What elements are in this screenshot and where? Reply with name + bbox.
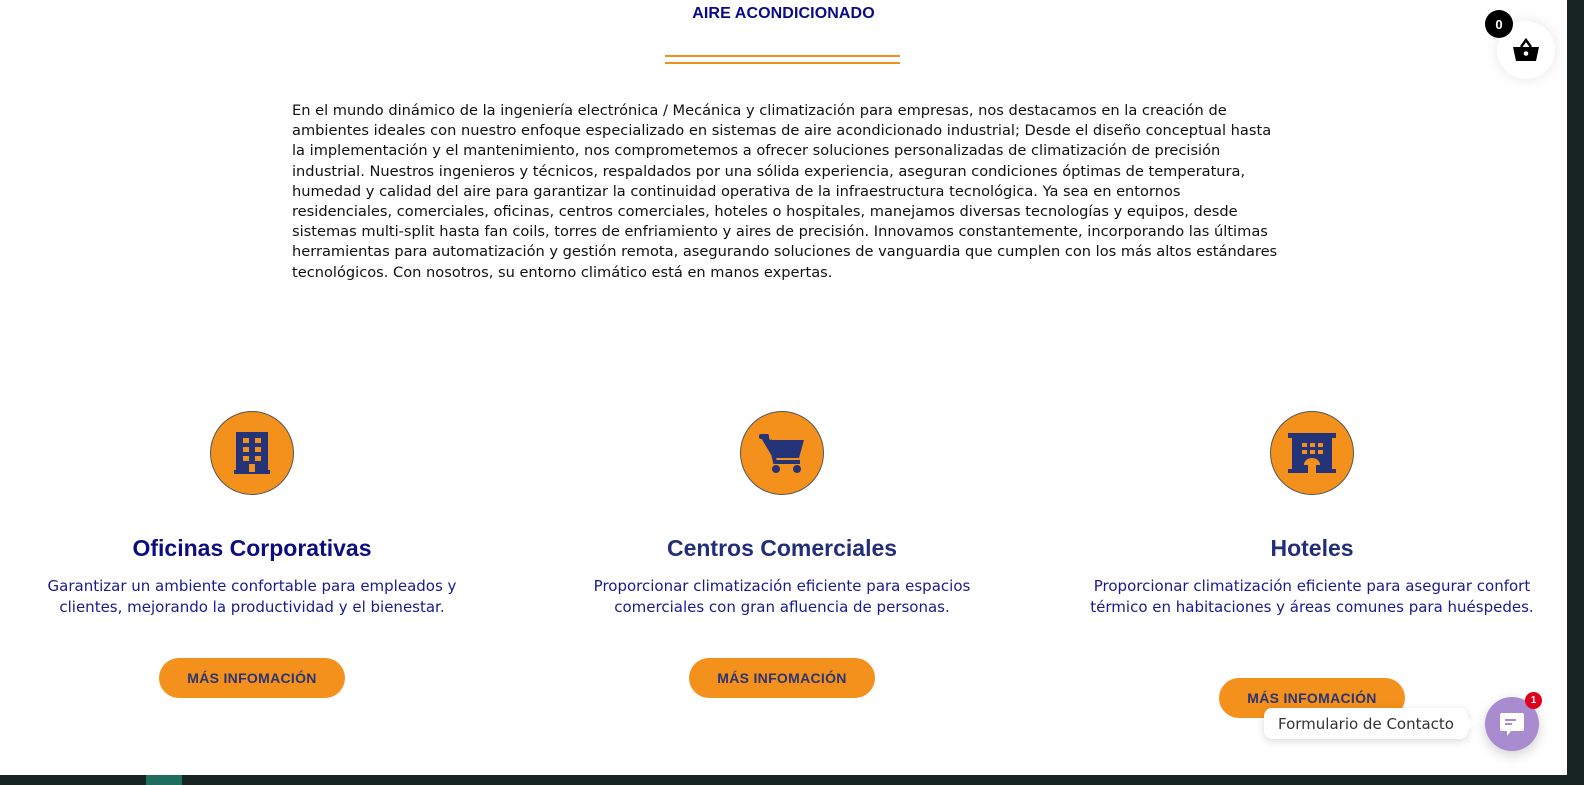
card-oficinas-corporativas xyxy=(2,411,502,686)
mas-informacion-button[interactable]: MÁS INFOMACIÓN xyxy=(159,658,345,698)
bottom-bar-accent xyxy=(146,775,182,785)
intro-paragraph: En el mundo dinámico de la ingeniería electrónica / Mecánica y climatización para empresas, nos destacamos en la creación de ambientes ideales con nuestro enfoque especializado en sistemas de aire acondicionado industrial; Desde el diseño conceptual hasta la implementación y el mantenimiento, nos comprometemos a ofrecer soluciones personalizadas de climatización de precisión industrial. Nuestros ingenieros y técnicos, respaldados por una sólida experiencia, aseguran condiciones óptimas de temperatura, humedad y calidad del aire para garantizar la continuidad operativa de la infraestructura tecnológica. Ya sea en entornos residenciales, comerciales, oficinas, centros comerciales, hoteles o hospitales, manejamos diversas tecnologías y equipos, desde sistemas multi-split hasta fan coils, torres de enfriamiento y aires de precisión. Innovamos constantemente, incorporando las últimas herramientas para automatización y gestión remota, asegurando soluciones de vanguardia que cumplen con los más altos estándares tecnológicos. Con nosotros, su entorno climático está en manos expertas. xyxy=(292,102,1278,281)
card-description: Garantizar un ambiente confortable para empleados y clientes, mejorando la productividad y el bienestar. xyxy=(47,577,457,616)
card-description: Proporcionar climatización eficiente para asegurar confort térmico en habitaciones y áreas comunes para huéspedes. xyxy=(1090,577,1534,616)
shopping-cart-icon xyxy=(758,432,806,474)
card-hoteles xyxy=(1062,411,1562,706)
building-icon xyxy=(234,432,270,474)
card-title: Hoteles xyxy=(1270,535,1354,561)
cart-icon-circle xyxy=(740,411,824,495)
mas-informacion-button[interactable]: MÁS INFOMACIÓN xyxy=(1219,678,1405,718)
title-divider xyxy=(665,55,900,64)
card-title: Oficinas Corporativas xyxy=(132,535,372,561)
section-title: AIRE ACONDICIONADO xyxy=(692,5,875,22)
basket-icon xyxy=(1512,38,1540,62)
card-centros-comerciales xyxy=(532,411,1032,686)
cart-count-badge: 0 xyxy=(1485,10,1513,38)
card-description: Proporcionar climatización eficiente para espacios comerciales con gran afluencia de personas. xyxy=(593,577,971,616)
card-title: Centros Comerciales xyxy=(666,535,898,561)
contact-form-tooltip[interactable]: Formulario de Contacto xyxy=(1264,708,1468,739)
hotel-icon xyxy=(1288,433,1336,473)
chat-notification-badge: 1 xyxy=(1525,692,1542,709)
hotel-icon-circle xyxy=(1270,411,1354,495)
building-icon-circle xyxy=(210,411,294,495)
chat-bubble-icon xyxy=(1499,711,1525,737)
mas-informacion-button[interactable]: MÁS INFOMACIÓN xyxy=(689,658,875,698)
